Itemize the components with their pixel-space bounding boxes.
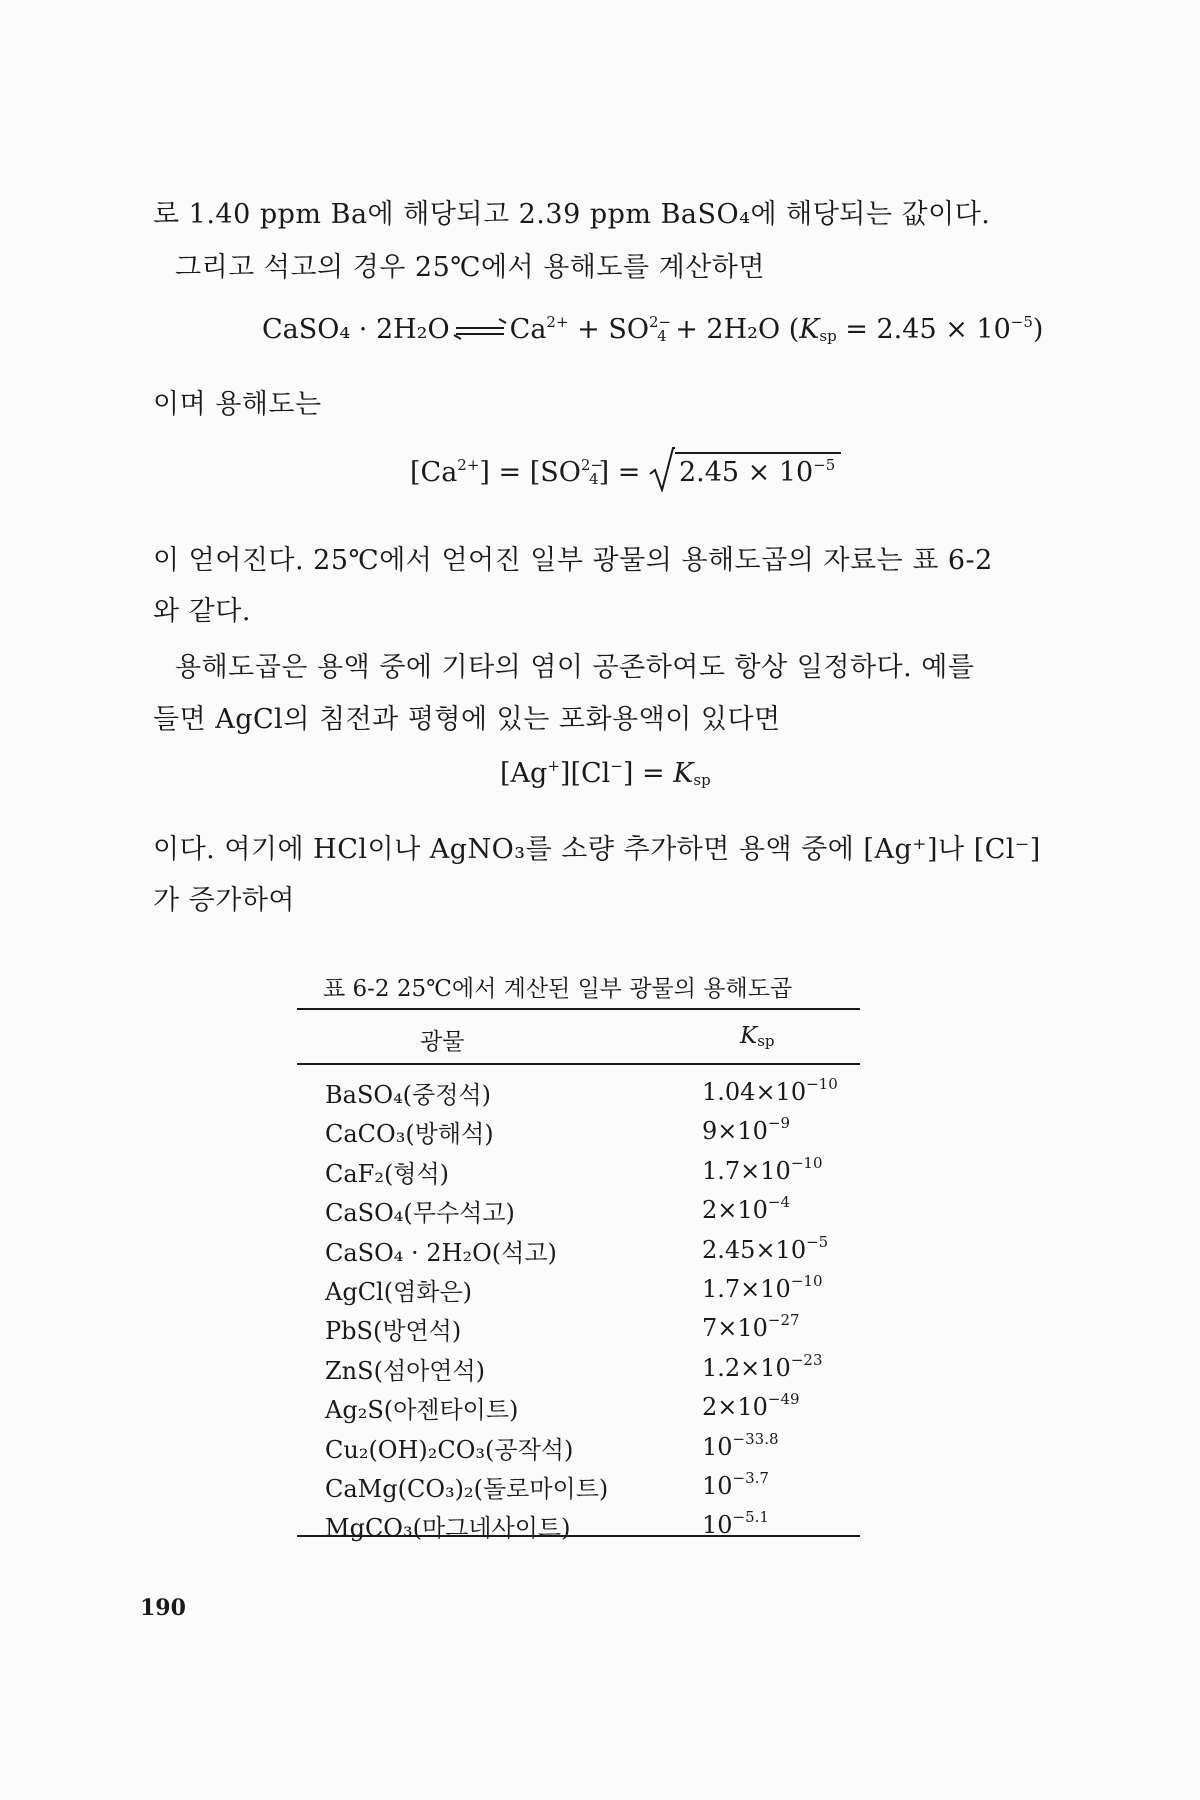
page-number: 190 bbox=[140, 1595, 186, 1621]
table-cell-ksp: $2\times 10^{-4}$ bbox=[702, 1193, 791, 1225]
table-cell-mineral: Ag₂S(아젠타이트) bbox=[325, 1396, 519, 1425]
sqrt-icon bbox=[649, 446, 675, 492]
table-cell-ksp: $1.7\times 10^{-10}$ bbox=[702, 1153, 823, 1185]
table-cell-ksp: $1.2\times 10^{-23}$ bbox=[702, 1350, 823, 1382]
body-line-2: 그리고 석고의 경우 25℃에서 용해도를 계산하면 bbox=[175, 252, 765, 283]
table-cell-ksp: $2.45\times 10^{-5}$ bbox=[702, 1232, 829, 1264]
table-cell-ksp: $2\times 10^{-49}$ bbox=[702, 1390, 800, 1422]
table-cell-mineral: BaSO₄(중정석) bbox=[325, 1081, 491, 1109]
body-line-1: 로 1.40 ppm Ba에 해당되고 2.39 ppm BaSO₄에 해당되는 값이다. bbox=[153, 199, 991, 230]
body-line-9: 가 증가하여 bbox=[153, 885, 295, 916]
table-cell-mineral: MgCO₃(마그네사이트) bbox=[325, 1514, 571, 1543]
table-cell-mineral: Cu₂(OH)₂CO₃(공작석) bbox=[325, 1435, 574, 1464]
table-cell-ksp: $10^{-33.8}$ bbox=[702, 1429, 779, 1461]
table-cell-mineral: CaSO₄(무수석고) bbox=[325, 1199, 515, 1228]
square-root: $2.45 \times 10^{-5}$ bbox=[649, 452, 841, 488]
table-cell-mineral: ZnS(섬아연석) bbox=[325, 1356, 486, 1385]
table-header-mineral: 광물 bbox=[420, 1029, 465, 1055]
table-header-rule bbox=[297, 1063, 860, 1065]
body-line-8: 이다. 여기에 HCl이나 AgNO₃를 소량 추가하면 용액 중에 [Ag⁺]나 [Cl⁻] bbox=[153, 834, 1041, 865]
equation-ksp-agcl: $[Ag^+][Cl^-] = K_{sp}$ bbox=[500, 757, 711, 789]
table-caption: 표 6-2 25℃에서 계산된 일부 광물의 용해도곱 bbox=[323, 976, 793, 1002]
body-line-7: 들면 AgCl의 침전과 평형에 있는 포화용액이 있다면 bbox=[153, 704, 781, 735]
table-top-rule bbox=[297, 1008, 860, 1010]
table-cell-ksp: $10^{-3.7}$ bbox=[702, 1469, 769, 1500]
table-cell-mineral: CaCO₃(방해석) bbox=[325, 1120, 494, 1149]
equation-caso4-dissolution: CaSO₄ · 2H₂O $Ca^{2+} + SO^{2-}_4 + 2H_2O$ $(K_{sp} = 2.45 \times 10^{-5})$ bbox=[262, 313, 1044, 345]
body-line-6: 용해도곱은 용액 중에 기타의 염이 공존하여도 항상 일정하다. 예를 bbox=[175, 652, 975, 683]
body-line-4: 이 얻어진다. 25℃에서 얻어진 일부 광물의 용해도곱의 자료는 표 6-2 bbox=[153, 545, 993, 576]
table-cell-mineral: AgCl(염화은) bbox=[325, 1278, 473, 1306]
table-cell-ksp: $7\times 10^{-27}$ bbox=[702, 1311, 800, 1343]
table-cell-ksp: $1.04\times 10^{-10}$ bbox=[702, 1075, 838, 1106]
table-cell-mineral: CaF₂(형석) bbox=[325, 1159, 450, 1188]
table-cell-ksp: $1.7\times 10^{-10}$ bbox=[702, 1272, 823, 1303]
equilibrium-arrow-icon bbox=[456, 324, 504, 338]
table-header-ksp: $K_{sp}$ bbox=[740, 1023, 775, 1050]
table-cell-ksp: $10^{-5.1}$ bbox=[702, 1508, 769, 1540]
body-line-5: 와 같다. bbox=[153, 596, 251, 627]
table-cell-mineral: CaSO₄ · 2H₂O(석고) bbox=[325, 1238, 557, 1267]
table-cell-mineral: CaMg(CO₃)₂(돌로마이트) bbox=[325, 1475, 609, 1503]
equation-solubility-root: $[Ca^{2+}] = [SO^{2-}_4]$ = $2.45 \times 10^{-5}$ bbox=[410, 452, 841, 488]
table-bottom-rule bbox=[297, 1535, 860, 1537]
table-cell-mineral: PbS(방연석) bbox=[325, 1317, 462, 1346]
table-cell-ksp: $9\times 10^{-9}$ bbox=[702, 1114, 791, 1146]
body-line-3: 이며 용해도는 bbox=[153, 389, 322, 420]
